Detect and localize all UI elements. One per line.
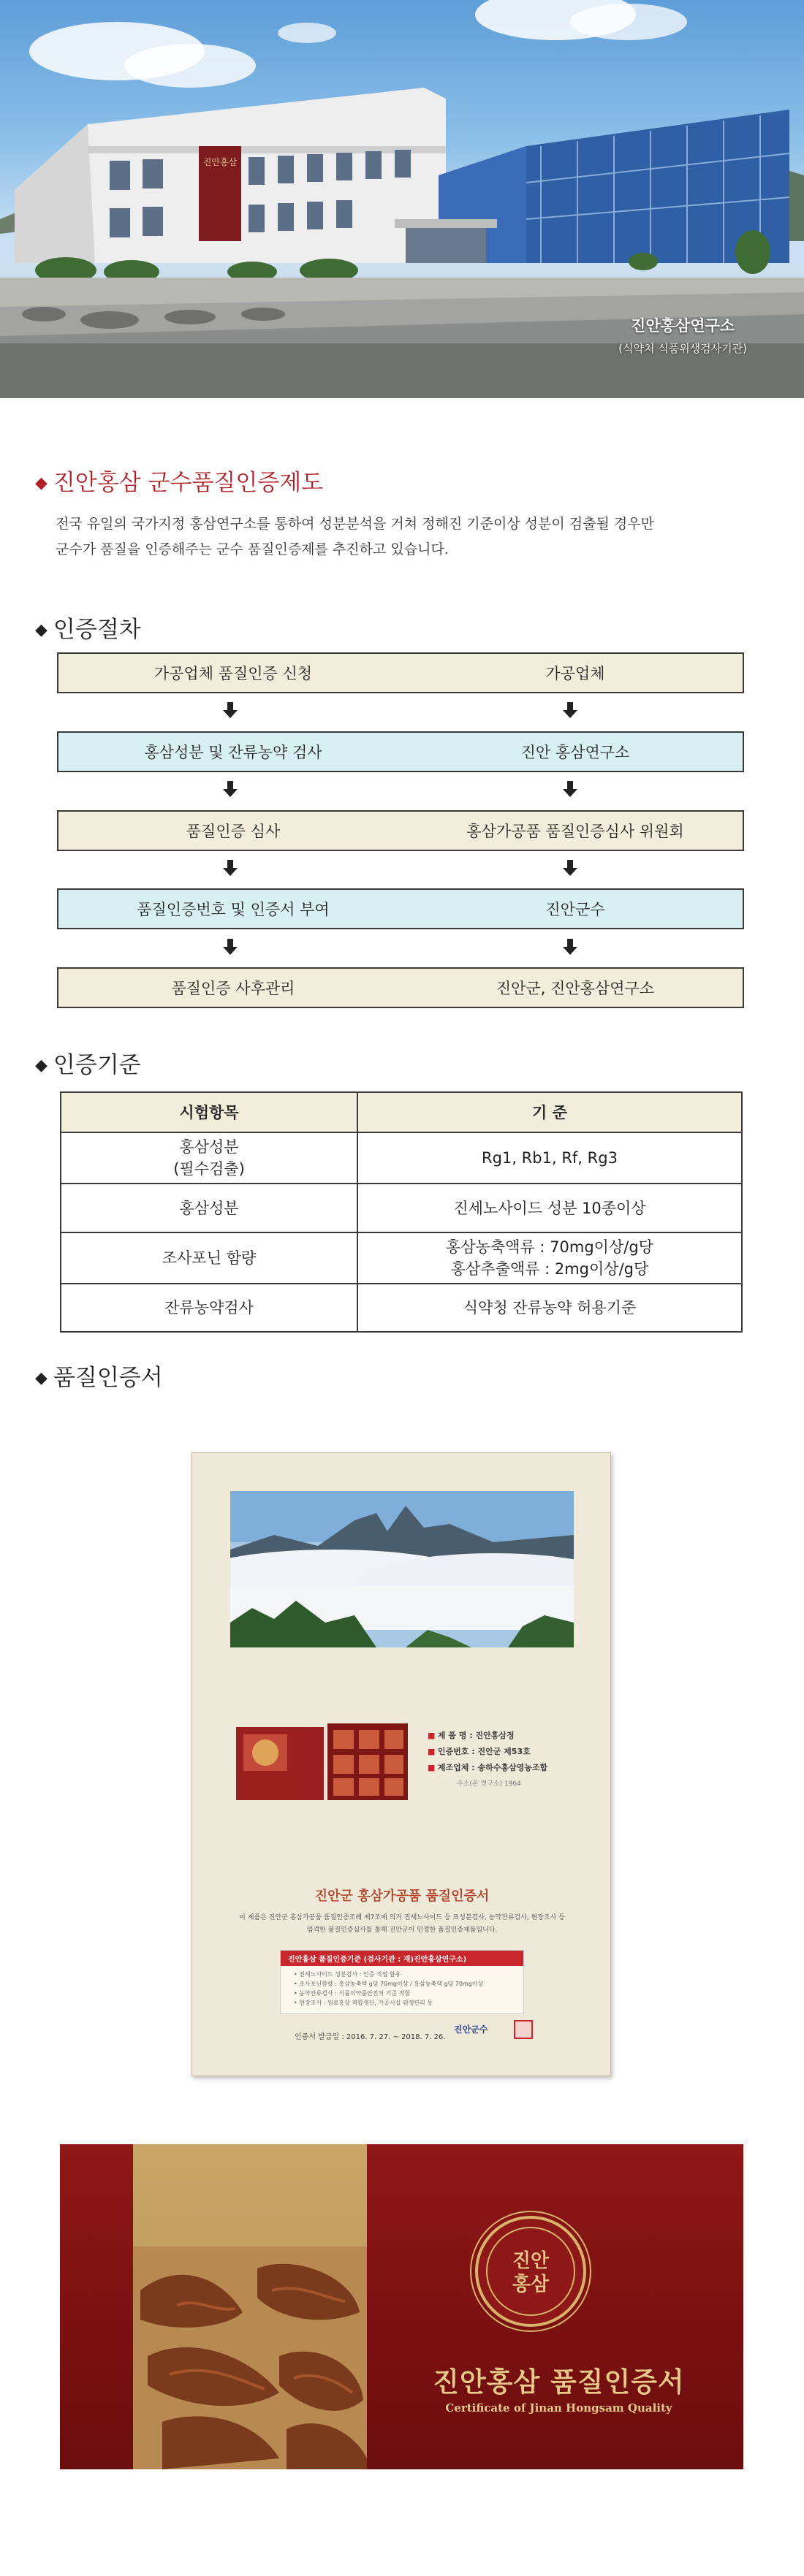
- test-item-cell: [61, 1284, 357, 1332]
- certificate-body-line: 이 제품은 진안군 홍삼가공품 품질인증조례 제7조에 의거 진세노사이드 등 표성분검사, 농약잔류검사, 현장조사 등: [239, 1914, 565, 1921]
- issue-date: 인증서 발급일 : 2016. 7. 27. ~ 2018. 7. 26.: [295, 2033, 446, 2041]
- diamond-bullet-icon: ◆: [35, 621, 48, 639]
- procedure-step: [57, 967, 744, 1008]
- ginseng-roots-image: [133, 2247, 367, 2469]
- criteria-cell: [357, 1132, 742, 1184]
- mountain-photo: [230, 1491, 574, 1647]
- test-item-cell: [61, 1232, 357, 1284]
- procedure-step: [57, 731, 744, 772]
- certificate-doc-title: 진안군 홍삼가공품 품질인증서: [314, 1889, 490, 1904]
- criteria-box: [280, 1950, 524, 2014]
- criteria: 홍삼농축액류 : 70mg이상/g당: [446, 1238, 653, 1256]
- step-actor: 가공업체: [545, 665, 605, 682]
- certificate-body-line: 엄격한 품질인증심사를 통해 진안군이 인정한 품질인증제품입니다.: [306, 1927, 498, 1934]
- table-row: [61, 1232, 742, 1284]
- test-item-cell: [61, 1184, 357, 1232]
- test-item: 홍삼성분: [179, 1138, 239, 1156]
- intro-title: 진안홍삼 군수품질인증제도: [53, 470, 324, 496]
- jinan-hongsam-emblem: [469, 2210, 592, 2333]
- criteria: 식약청 잔류농약 허용기준: [463, 1299, 637, 1316]
- certificate-number: ■ 인증번호 : 진안군 제53호: [428, 1747, 531, 1756]
- criteria: Rg1, Rb1, Rf, Rg3: [482, 1149, 618, 1167]
- emblem-text-bottom: 홍삼: [512, 2274, 550, 2295]
- hero-image: [0, 0, 804, 398]
- intro-line-2: 군수가 품질을 인증해주는 군수 품질인증제를 추진하고 있습니다.: [56, 541, 449, 557]
- intro-paragraph: [56, 511, 743, 563]
- certificate-title: 품질인증서: [53, 1365, 163, 1391]
- procedure-heading: [35, 611, 141, 644]
- banner-subtitle: Certificate of Jinan Hongsam Quality: [445, 2401, 672, 2415]
- step-action: 품질인증 사후관리: [171, 980, 295, 997]
- building-description: (식약처 식품위생검사기관): [618, 342, 747, 355]
- step-action: 홍삼성분 및 잔류농약 검사: [144, 744, 322, 761]
- issuer-logo: 진안군수: [454, 2024, 488, 2035]
- step-actor: 진안군수: [545, 901, 605, 918]
- step-actor: 진안 홍삼연구소: [520, 744, 630, 761]
- list-item: • 조사포닌함량 : 홍삼농축액 g당 70mg이상 / 홍삼농축액 g당 70mg이상: [294, 1981, 484, 1987]
- criteria-cell: [357, 1284, 742, 1332]
- procedure-step: [57, 888, 744, 929]
- test-item-cell: [61, 1132, 357, 1184]
- product-photo: [236, 1720, 410, 1807]
- test-item-note: (필수검출): [173, 1160, 245, 1178]
- certificate-banner: [60, 2144, 743, 2469]
- criteria-cell: [357, 1232, 742, 1284]
- step-action: 품질인증번호 및 인증서 부여: [137, 901, 330, 918]
- official-seal: [514, 2020, 533, 2039]
- banner-title: 진안홍삼 품질인증서: [433, 2366, 685, 2398]
- table-row: [61, 1132, 742, 1184]
- intro-heading: [35, 464, 323, 497]
- column-header: 기 준: [357, 1092, 742, 1132]
- manufacturer-address: 주소(본 연구소) 1964: [457, 1780, 521, 1788]
- procedure-title: 인증절차: [53, 617, 141, 643]
- criteria: 홍삼추출액류 : 2mg이상/g당: [450, 1260, 649, 1278]
- procedure-step: [57, 652, 744, 693]
- step-actor: 홍삼가공품 품질인증심사 위원회: [466, 823, 684, 840]
- test-item: 홍삼성분: [179, 1199, 239, 1217]
- list-item: • 농약잔류검사 : 식품의약품안전처 기준 적합: [294, 1990, 411, 1997]
- criteria-box-title: 진안홍삼 품질인증기준 (검사기관 : 재)진안홍삼연구소): [281, 1951, 523, 1966]
- diamond-bullet-icon: ◆: [35, 1369, 48, 1387]
- step-actor: 진안군, 진안홍삼연구소: [496, 980, 655, 997]
- certificate-body: [221, 1912, 583, 1937]
- test-item: 잔류농약검사: [164, 1299, 254, 1316]
- table-row: [61, 1184, 742, 1232]
- standards-title: 인증기준: [53, 1052, 141, 1078]
- building-name: 진안홍삼연구소: [631, 317, 735, 335]
- emblem-text-top: 진안: [512, 2250, 550, 2272]
- diamond-bullet-icon: ◆: [35, 474, 48, 492]
- criteria-cell: [357, 1184, 742, 1232]
- criteria-list: [281, 1966, 523, 2011]
- list-item: • 진세노사이드 성분검사 : 인증 직접 함유: [294, 1971, 401, 1978]
- table-row: [61, 1284, 742, 1332]
- column-header: 시험항목: [61, 1092, 357, 1132]
- certificate-heading: [35, 1359, 163, 1392]
- procedure-step: [57, 810, 744, 851]
- list-item: • 현장조사 : 원료홍삼 적합생산, 가공시설 위생관리 등: [294, 2000, 433, 2006]
- intro-line-1: 전국 유일의 국가지정 홍삼연구소를 통하여 성분분석을 거쳐 정해진 기준이상 성분이 검출될 경우만: [56, 516, 654, 532]
- test-item: 조사포닌 함량: [162, 1249, 257, 1267]
- step-action: 품질인증 심사: [186, 823, 281, 840]
- diamond-bullet-icon: ◆: [35, 1056, 48, 1075]
- table-header-row: [61, 1092, 742, 1132]
- criteria: 진세노사이드 성분 10종이상: [453, 1199, 646, 1217]
- sign-text: 진안홍삼: [202, 157, 238, 167]
- product-info: [428, 1728, 547, 1792]
- product-name: ■ 제 품 명 : 진안홍삼정: [428, 1731, 515, 1740]
- certificate-document: [191, 1452, 611, 2076]
- standards-heading: [35, 1046, 141, 1079]
- hero-caption: [618, 314, 747, 356]
- step-action: 가공업체 품질인증 신청: [153, 665, 313, 682]
- standards-table: [60, 1091, 743, 1333]
- manufacturer: ■ 제조업체 : 송하수홍삼영농조합: [428, 1763, 548, 1772]
